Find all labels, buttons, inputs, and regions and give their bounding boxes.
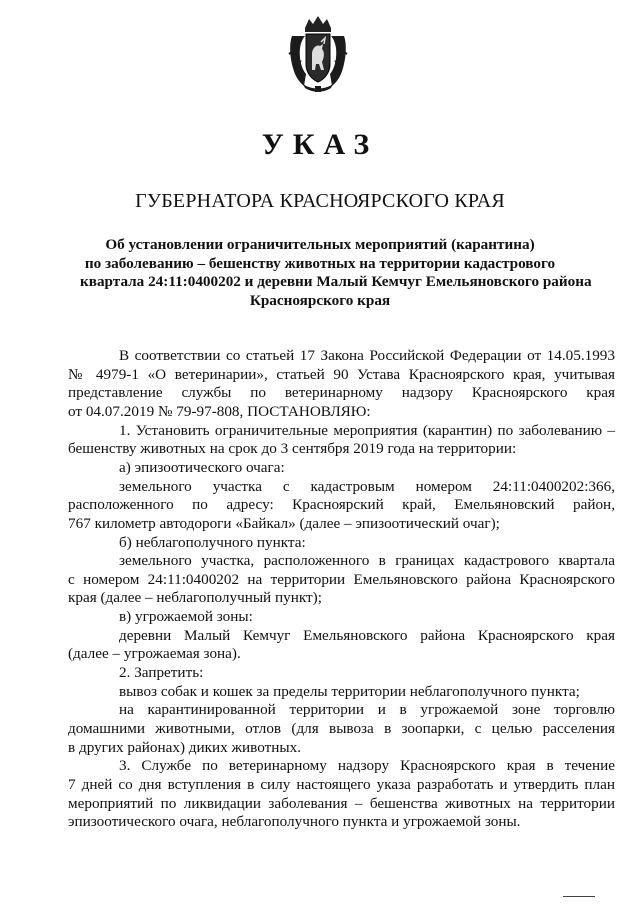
subject-line: квартала 24:11:0400202 и деревни Малый Кемчуг Емельяновского района: [80, 273, 592, 291]
body-line: а) эпизоотического очага:: [119, 458, 285, 476]
body-line: бешенству животных на срок до 3 сентября 2019 года на территории:: [68, 440, 517, 458]
body-line: 1. Установить ограничительные мероприятия (карантин) по заболеванию –: [119, 421, 615, 439]
body-line: № 4979-1 «О ветеринарии», статьей 90 Устава Красноярского края, учитывая: [68, 365, 615, 383]
body-line: с номером 24:11:0400202 на территории Емельяновского района Красноярского: [68, 570, 615, 588]
subject-line: Об установлении ограничительных мероприятий (карантина): [105, 236, 535, 253]
subject-line: по заболеванию – бешенству животных на территории кадастрового: [84, 254, 556, 272]
body-line: в других районах) диких животных.: [68, 738, 301, 756]
footer-rule: [563, 896, 595, 897]
body-line: 767 километр автодороги «Байкал» (далее – эпизоотический очаг);: [68, 514, 500, 532]
body-line: представление службы по ветеринарному надзору Красноярского края: [68, 384, 615, 402]
body-line: В соответствии со статьей 17 Закона Российской Федерации от 14.05.1993: [119, 347, 615, 364]
subject-line: Красноярского края: [249, 291, 391, 309]
coat-of-arms-icon: [287, 14, 349, 94]
body-line: на карантинированной территории и в угрожаемой зоне торговлю: [119, 701, 615, 719]
body-line: б) неблагополучного пункта:: [119, 533, 306, 551]
body-line: деревни Малый Кемчуг Емельяновского района Красноярского края: [119, 626, 615, 644]
body-line: земельного участка с кадастровым номером 24:11:0400202:366,: [119, 477, 615, 495]
body-line: вывоз собак и кошек за пределы территории неблагополучного пункта;: [119, 682, 580, 700]
body-line: от 04.07.2019 № 79-97-808, ПОСТАНОВЛЯЮ:: [68, 402, 371, 420]
body-line: (далее – угрожаемая зона).: [68, 645, 241, 663]
body-line: домашними животными, отлов (для вывоза в зоопарки, с целью расселения: [68, 720, 615, 737]
body-line: 2. Запретить:: [119, 664, 204, 682]
body-line: расположенного по адресу: Красноярский край, Емельяновский район,: [68, 496, 615, 514]
body-line: края (далее – неблагополучный пункт);: [68, 589, 322, 607]
body-line: 7 дней со дня вступления в силу настоящего указа разработать и утвердить план: [68, 775, 615, 793]
document-subject: [80, 236, 592, 310]
body-line: в) угрожаемой зоны:: [119, 608, 253, 626]
document-issuer: ГУБЕРНАТОРА КРАСНОЯРСКОГО КРАЯ: [135, 190, 505, 212]
body-line: 3. Службе по ветеринарному надзору Красноярского края в течение: [119, 757, 615, 775]
body-line: мероприятий по ликвидации заболевания – бешенства животных на территории: [68, 794, 615, 812]
body-line: эпизоотического очага, неблагополучного пункта и угрожаемой зоны.: [68, 813, 521, 831]
document-title: УКАЗ: [261, 128, 379, 161]
body-line: земельного участка, расположенного в границах кадастрового квартала: [119, 552, 615, 570]
